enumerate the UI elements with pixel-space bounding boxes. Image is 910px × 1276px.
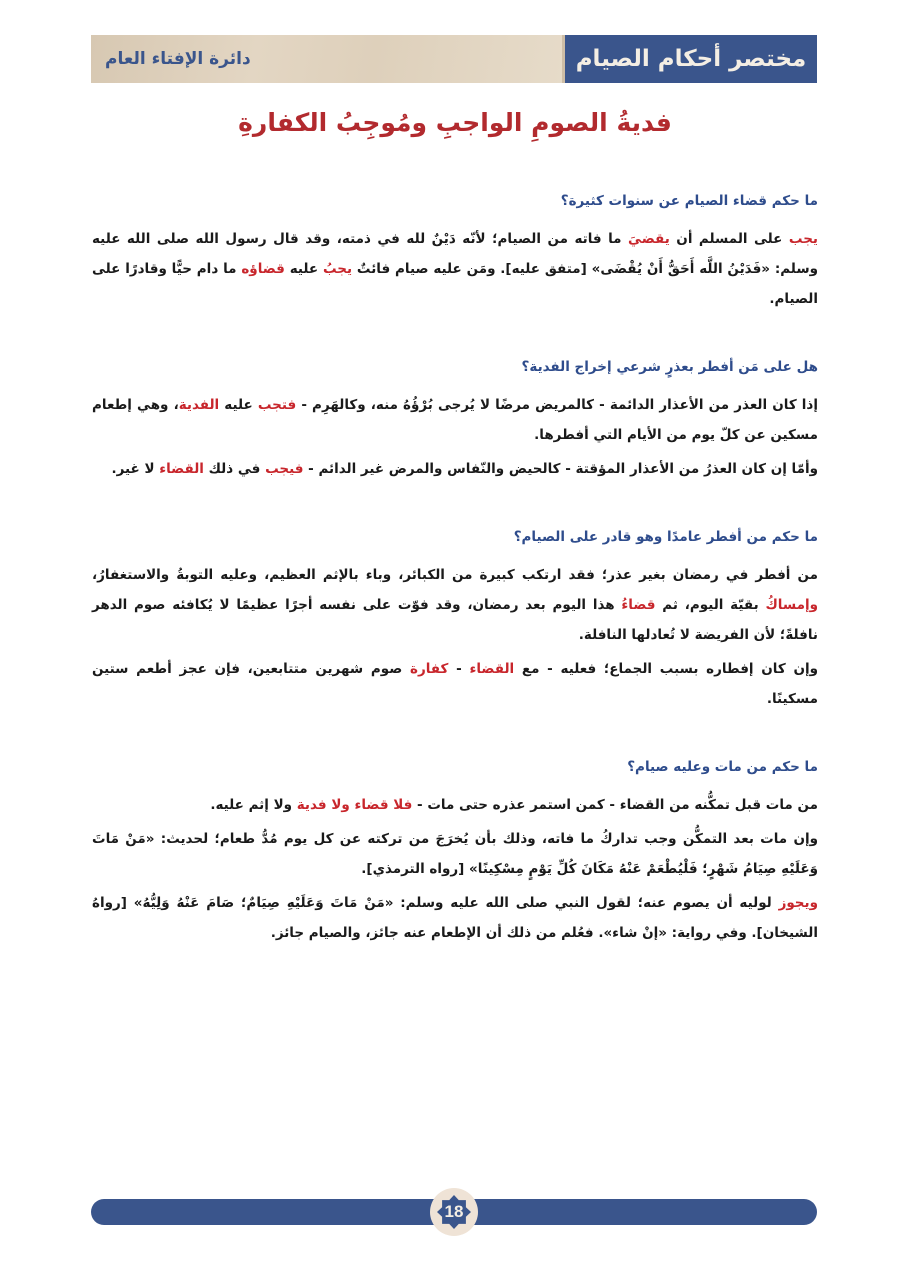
section-died-owing-fasts <box>92 756 818 948</box>
text-run: هذا اليوم بعد رمضان، وقد فوّت على نفسه أجرًا عظيمًا لا يُكافئه صوم الدهر نافلةً؛ لأن الفريضة لا تُعادلها النافلة. <box>92 597 818 643</box>
text-run: لا غير. <box>111 461 160 477</box>
section-paragraph <box>92 390 818 450</box>
highlighted-term: ويجوز <box>778 895 818 911</box>
highlighted-term: قضاؤه <box>241 261 285 277</box>
text-run: - <box>448 661 470 677</box>
text-run: ما فاته من الصيام؛ لأنّه دَيْنٌ لله في ذمته، وقد قال رسول الله صلى الله عليه وسلم: «فَدَيْنُ اللَّه أَحَقُّ أَنْ يُقْضَى» [متفق عليه]. ومَن عليه صيام فائتٌ <box>92 231 818 277</box>
text-run: إذا كان العذر من الأعذار الدائمة - كالمريض مرضًا لا يُرجى بُرْؤُهُ منه، وكالهَرِم - <box>296 397 818 413</box>
highlighted-term: الفدية <box>178 397 220 413</box>
section-question: ما حكم من أفطر عامدًا وهو قادر على الصيام؟ <box>513 529 818 545</box>
text-run: من مات قبل تمكُّنه من القضاء - كمن استمر عذره حتى مات - <box>412 797 818 813</box>
text-run: وإن مات بعد التمكُّن وجب تداركُ ما فاته، وذلك بأن يُخرَجَ من تركته عن كل يوم مُدُّ طعام؛ لحديث: «مَنْ مَاتَ وَعَلَيْهِ صِيَامُ شَهْرٍ؛ فَلْيُطْعَمْ عَنْهُ مَكَانَ كُلِّ يَوْمٍ مِسْكِينًا» [رواه الترمذي]. <box>92 831 818 877</box>
section-question: ما حكم من مات وعليه صيام؟ <box>627 759 818 775</box>
text-run: عليه <box>284 261 323 277</box>
section-qada-years <box>92 190 818 314</box>
highlighted-term: القضاء <box>159 461 204 477</box>
text-run: في ذلك <box>203 461 266 477</box>
text-run: صوم شهرين متتابعين، فإن عجز أطعم ستين مسكينًا. <box>92 661 818 707</box>
highlighted-term: وإمساكُ <box>765 597 818 613</box>
text-run: من أفطر في رمضان بغير عذر؛ فقد ارتكب كبيرة من الكبائر، وباء بالإثم العظيم، وعليه التوبةُ والاستغفارُ، <box>92 567 818 583</box>
section-paragraph <box>92 454 818 484</box>
section-fidya-excuse <box>92 356 818 484</box>
section-paragraph <box>92 560 818 650</box>
section-question: هل على مَن أفطر بعذرٍ شرعي إخراج الفدية؟ <box>521 359 818 375</box>
highlighted-term: فتجب <box>257 397 297 413</box>
page-number-badge <box>430 1188 478 1236</box>
page-content <box>92 190 818 990</box>
highlighted-term: كفارة <box>410 661 449 677</box>
section-question: ما حكم قضاء الصيام عن سنوات كثيرة؟ <box>560 193 818 209</box>
highlighted-term: يجبُ <box>322 261 353 277</box>
highlighted-term: قضاءُ <box>621 597 656 613</box>
text-run: لوليه أن يصوم عنه؛ لقول النبي صلى الله عليه وسلم: «مَنْ مَاتَ وَعَلَيْهِ صِيَامٌ؛ صَامَ عَنْهُ وَلِيُّهُ» [رواهُ الشيخان]. وفي رواية: «إنْ شاء». فعُلم من ذلك أن الإطعام عنه جائز، والصيام جائز. <box>92 895 818 941</box>
text-run: وأمّا إن كان العذرُ من الأعذار المؤقتة - كالحيض والنّفاس والمرض غير الدائم - <box>303 461 818 477</box>
section-paragraph <box>92 654 818 714</box>
section-deliberate-breaking <box>92 526 818 714</box>
text-run: على المسلم أن <box>669 231 789 247</box>
highlighted-term: يجب <box>788 231 818 247</box>
section-paragraph <box>92 888 818 948</box>
page-header <box>91 35 817 83</box>
section-paragraph <box>92 790 818 820</box>
highlighted-term: فلا قضاء ولا فدية <box>296 797 413 813</box>
text-run: عليه <box>219 397 258 413</box>
text-run: ما دام حيًّا وقادرًا على الصيام. <box>92 261 818 307</box>
page-title: فديةُ الصومِ الواجبِ ومُوجِبُ الكفارةِ <box>238 108 672 137</box>
text-run: بقيّة اليوم، ثم <box>655 597 766 613</box>
text-run: ، وهي إطعام مسكين عن كلّ يوم من الأيام التي أفطرها. <box>92 397 818 443</box>
book-title: مختصر أحكام الصيام <box>562 35 817 83</box>
section-paragraph <box>92 824 818 884</box>
text-run: وإن كان إفطاره بسبب الجماع؛ فعليه - مع <box>514 661 818 677</box>
text-run: ولا إثم عليه. <box>210 797 297 813</box>
section-paragraph <box>92 224 818 314</box>
highlighted-term: يقضيَ <box>628 231 670 247</box>
publisher-name: دائرة الإفتاء العام <box>91 35 562 83</box>
highlighted-term: القضاء <box>469 661 515 677</box>
page-number: 18 <box>444 1202 464 1221</box>
highlighted-term: فيجب <box>265 461 304 477</box>
